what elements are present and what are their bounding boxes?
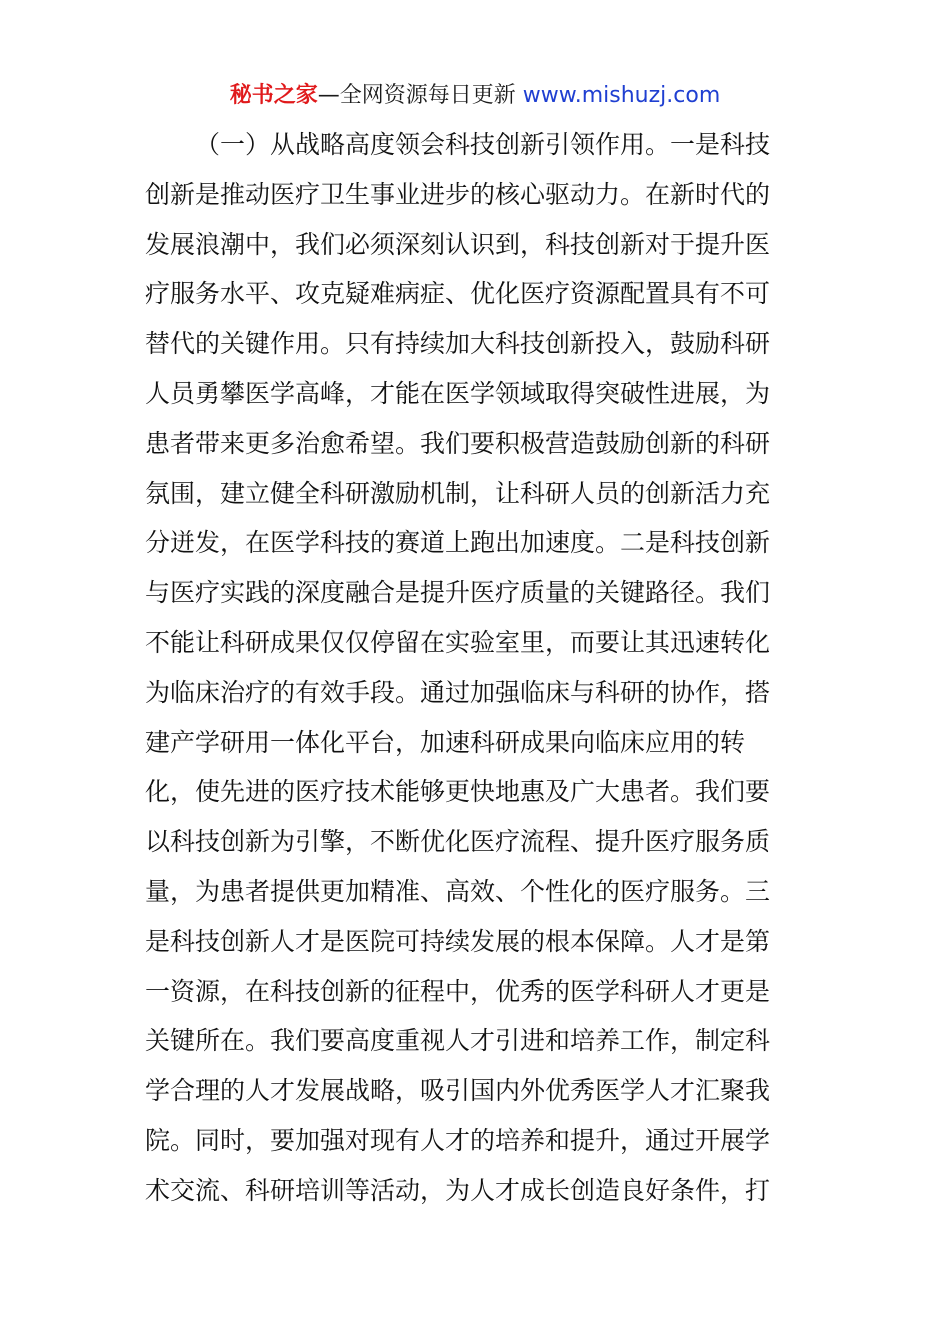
paragraph-line: 建产学研用一体化平台，加速科研成果向临床应用的转: [145, 727, 746, 757]
paragraph-line: 疗服务水平、攻克疑难病症、优化医疗资源配置具有不可: [145, 279, 771, 309]
site-header: [0, 80, 950, 112]
paragraph-line: 替代的关键作用。只有持续加大科技创新投入，鼓励科研: [145, 329, 771, 359]
paragraph-line: 分迸发，在医学科技的赛道上跑出加速度。二是科技创新: [145, 528, 771, 558]
paragraph-line: 以科技创新为引擎，不断优化医疗流程、提升医疗服务质: [145, 827, 771, 857]
paragraph-line: 学合理的人才发展战略，吸引国内外优秀医学人才汇聚我: [145, 1076, 771, 1106]
paragraph-line: 不能让科研成果仅仅停留在实验室里，而要让其迅速转化: [145, 627, 771, 657]
paragraph-line: （一）从战略高度领会科技创新引领作用。一是科技: [195, 130, 771, 159]
paragraph-line: 术交流、科研培训等活动，为人才成长创造良好条件，打: [145, 1175, 771, 1205]
site-url-link[interactable]: www.mishuzj.com: [522, 83, 721, 108]
site-slogan: —全网资源每日更新: [317, 83, 516, 108]
paragraph-line: 量，为患者提供更加精准、高效、个性化的医疗服务。三: [145, 876, 771, 906]
paragraph-line: 与医疗实践的深度融合是提升医疗质量的关键路径。我们: [145, 578, 771, 608]
paragraph-line: 化，使先进的医疗技术能够更快地惠及广大患者。我们要: [145, 777, 771, 807]
paragraph-line: 人员勇攀医学高峰，才能在医学领域取得突破性进展，为: [145, 378, 771, 408]
paragraph-line: 创新是推动医疗卫生事业进步的核心驱动力。在新时代的: [145, 179, 771, 209]
paragraph-line: 一资源，在科技创新的征程中，优秀的医学科研人才更是: [145, 976, 771, 1006]
paragraph-line: 关键所在。我们要高度重视人才引进和培养工作，制定科: [145, 1026, 771, 1056]
paragraph-line: 患者带来更多治愈希望。我们要积极营造鼓励创新的科研: [145, 428, 771, 458]
site-brand: 秘书之家: [229, 83, 318, 108]
paragraph-line: 为临床治疗的有效手段。通过加强临床与科研的协作，搭: [145, 677, 771, 707]
article-body: [145, 120, 807, 1216]
paragraph-line: 氛围，建立健全科研激励机制，让科研人员的创新活力充: [145, 478, 771, 508]
paragraph-line: 发展浪潮中，我们必须深刻认识到，科技创新对于提升医: [145, 229, 771, 259]
paragraph-line: 院。同时，要加强对现有人才的培养和提升，通过开展学: [145, 1125, 771, 1155]
paragraph-line: 是科技创新人才是医院可持续发展的根本保障。人才是第: [145, 926, 771, 956]
